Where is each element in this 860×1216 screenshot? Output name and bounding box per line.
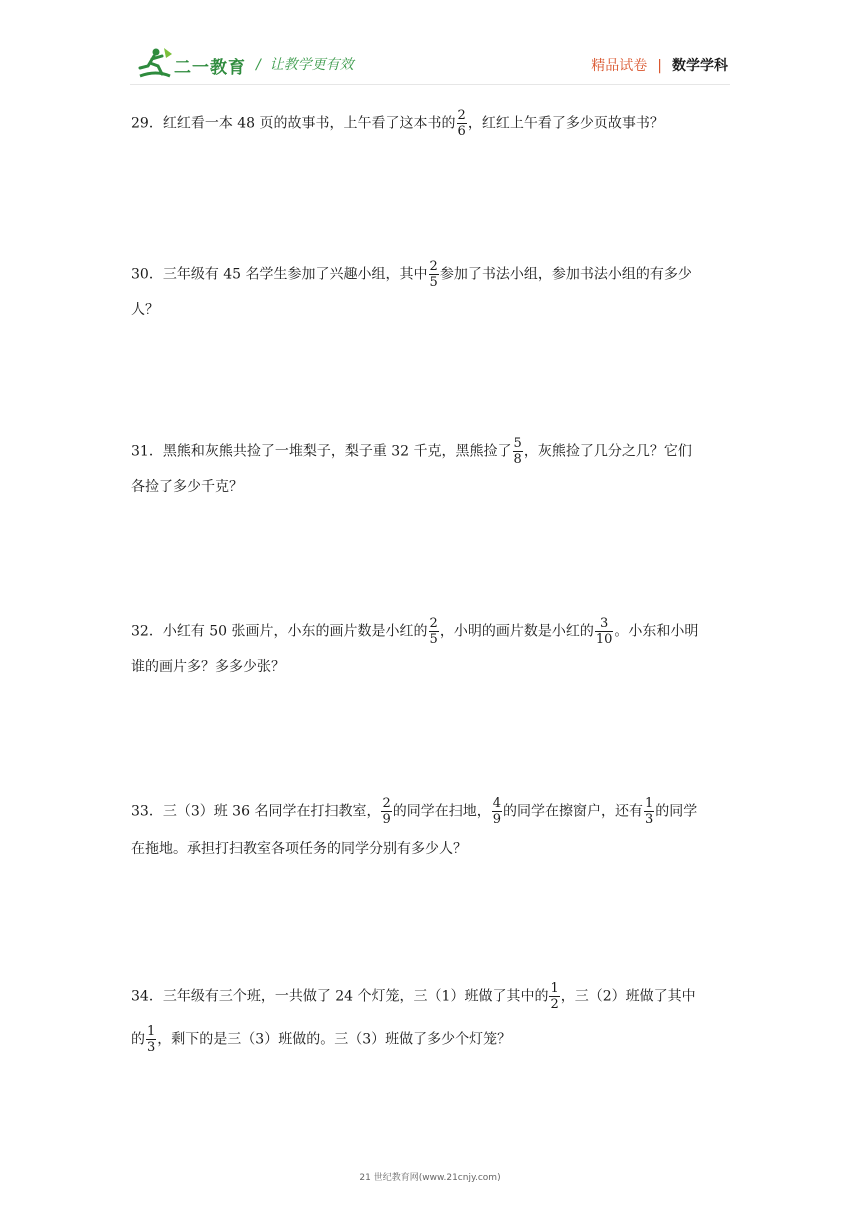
question-number: 33． xyxy=(131,803,163,820)
question-34 xyxy=(131,981,731,1055)
tag-separator: | xyxy=(657,58,662,74)
question-line: 30．三年级有 45 名学生参加了兴趣小组，其中 $\frac{2}{5}$ 参加了书法小组，参加书法小组的有多少 xyxy=(131,259,692,290)
question-32 xyxy=(131,616,731,677)
question-line: 34．三年级有三个班，一共做了 24 个灯笼，三（1）班做了其中的 $\frac{1}{2}$ ，三（2）班做了其中 xyxy=(131,981,696,1012)
question-line: 人？ xyxy=(131,302,159,318)
question-30 xyxy=(131,259,731,320)
question-line: 谁的画片多？多多少张？ xyxy=(131,659,285,675)
question-number: 29． xyxy=(131,115,163,132)
question-number: 34． xyxy=(131,988,163,1005)
question-line: 33．三（3）班 36 名同学在打扫教室， $\frac{2}{9}$ 的同学在扫地， $\frac{4}{9}$ 的同学在擦窗户，还有 $\frac{1}{3}$ 的同学 xyxy=(131,796,698,827)
question-line: 的 $\frac{1}{3}$ ，剩下的是三（3）班做的。三（3）班做了多少个灯笼？ xyxy=(131,1024,512,1055)
page-header xyxy=(0,0,860,100)
tag-subject: 数学学科 xyxy=(672,58,728,74)
fraction: $\frac{2}{5}$ xyxy=(429,616,438,647)
header-tags xyxy=(591,55,728,75)
tag-quality-paper: 精品试卷 xyxy=(591,58,648,74)
question-31 xyxy=(131,436,731,497)
fraction: $\frac{1}{2}$ xyxy=(550,981,559,1012)
fraction: $\frac{2}{9}$ xyxy=(382,796,391,827)
question-line: 32．小红有 50 张画片，小东的画片数是小红的 $\frac{2}{5}$ ，小明的画片数是小红的 $\frac{3}{10}$ 。小东和小明 xyxy=(131,616,699,647)
fraction: $\frac{1}{3}$ xyxy=(645,796,654,827)
header-divider xyxy=(130,84,730,85)
question-line: 29．红红看一本 48 页的故事书，上午看了这本书的 $\frac{2}{6}$ ，红红上午看了多少页故事书？ xyxy=(131,108,664,139)
question-number: 31． xyxy=(131,443,163,460)
page-footer: 21 世纪教育网(www.21cnjy.com) xyxy=(359,1173,501,1183)
slogan: / 让教学更有效 xyxy=(256,57,354,73)
question-line: 31．黑熊和灰熊共捡了一堆梨子，梨子重 32 千克，黑熊捡了 $\frac{5}{8}$ ，灰熊捡了几分之几？它们 xyxy=(131,436,692,467)
fraction: $\frac{5}{8}$ xyxy=(513,436,522,467)
question-29 xyxy=(131,108,731,139)
fraction: $\frac{3}{10}$ xyxy=(595,616,613,647)
fraction: $\frac{2}{5}$ xyxy=(429,259,438,290)
question-number: 32． xyxy=(131,623,163,640)
question-33 xyxy=(131,796,731,859)
fraction: $\frac{2}{6}$ xyxy=(457,108,466,139)
logo-text: 二一教育 xyxy=(174,58,246,78)
question-number: 30． xyxy=(131,266,163,283)
fraction: $\frac{4}{9}$ xyxy=(492,796,502,827)
question-line: 在拖地。承担打扫教室各项任务的同学分别有多少人？ xyxy=(131,841,467,857)
fraction: $\frac{1}{3}$ xyxy=(147,1024,156,1055)
question-line: 各捡了多少千克？ xyxy=(131,479,243,495)
